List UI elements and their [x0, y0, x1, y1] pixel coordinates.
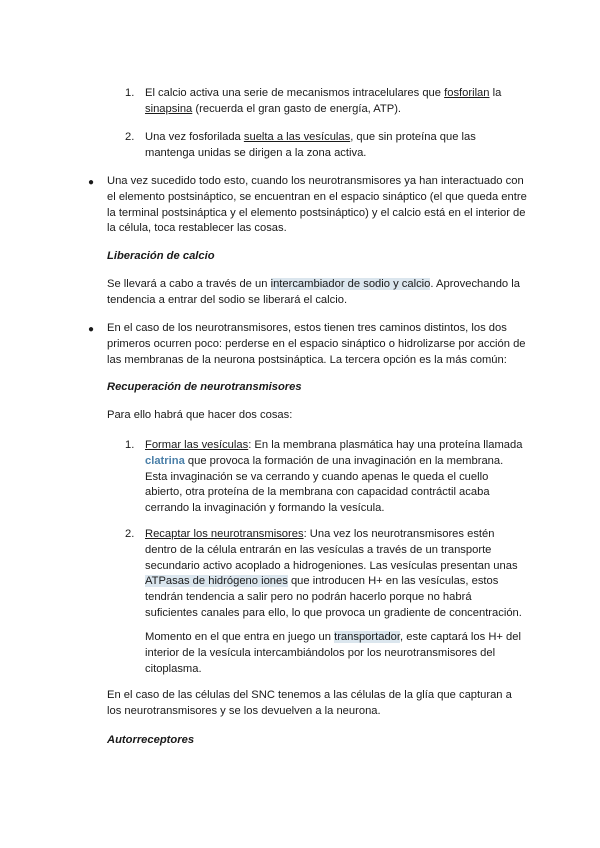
paragraph: Para ello habrá que hacer dos cosas:: [107, 409, 293, 421]
text-run: Se llevará a cabo a través de un: [107, 278, 271, 290]
list-number: 2.: [125, 528, 135, 540]
text-run: que introducen H+ en las vesículas, estos tendrán tendencia a salir pero no podrán hacerlo porque no habrá suficientes canales para ello, lo que provoca un gradiente de concentración.: [145, 575, 522, 619]
link-formar-vesiculas[interactable]: Formar las vesículas: [145, 439, 249, 451]
text-run: , que sin proteína que las mantenga unidas se dirigen a la zona activa.: [145, 131, 476, 159]
term-clatrina: clatrina: [145, 454, 185, 467]
text-run: la: [489, 87, 502, 99]
paragraph: [107, 277, 527, 309]
text-run: que provoca la formación de una invaginación en la membrana. Esta invaginación se va cerrando y cuando apenas le queda el cuello abierto, otra proteína de la membrana con capacidad contráctil acaba cerrando la invaginación y formando la vesícula.: [145, 454, 504, 515]
link-recaptar-neurotransmisores[interactable]: Recaptar los neurotransmisores: [145, 528, 304, 540]
highlight-text: ATPasas de hidrógeno iones: [145, 575, 288, 588]
list-item: [145, 438, 525, 517]
link-suelta-vesiculas[interactable]: suelta a las vesículas: [243, 131, 351, 143]
list-item-paragraph: [145, 630, 525, 677]
highlight-text: intercambiador de sodio y calcio: [270, 278, 431, 290]
bullet-paragraph: En el caso de los neurotransmisores, estos tienen tres caminos distintos, los dos primeros ocurren poco: perderse en el espacio sináptico o hidrolizarse por acción de las membranas de la neurona postsináptica. La tercera opción es la más común:: [107, 322, 526, 366]
text-run: El calcio activa una serie de mecanismos intracelulares que: [145, 87, 445, 99]
list-number: 2.: [125, 131, 135, 143]
bullet-paragraph: Una vez sucedido todo esto, cuando los neurotransmisores ya han interactuado con el elemento postsináptico, se encuentran en el espacio sináptico (el que queda entre la terminal postsináptica y el elemento postsináptico) y el calcio está en el interior de la célula, toca restablecer las cosas.: [107, 175, 527, 235]
list-number: 1.: [125, 439, 135, 451]
list-item: [145, 130, 525, 162]
section-heading: Liberación de calcio: [107, 250, 215, 262]
section-heading: Autorreceptores: [107, 734, 195, 746]
list-number: 1.: [125, 87, 135, 99]
section-heading: Recuperación de neurotransmisores: [107, 381, 302, 393]
paragraph: En el caso de las células del SNC tenemos a las células de la glía que capturan a los neurotransmisores y se los devuelven a la neurona.: [107, 689, 512, 717]
text-run: . Aprovechando la tendencia a entrar del sodio se liberará el calcio.: [107, 278, 520, 306]
text-run: : Una vez los neurotransmisores estén dentro de la célula entrarán en las vesículas a través de un transporte secundario activo acoplado a hidrogeniones. Las vesículas presentan unas: [145, 528, 518, 572]
link-fosforilan[interactable]: fosforilan: [444, 87, 490, 99]
text-run: Una vez fosforilada: [145, 131, 244, 143]
bullet-mark: ●: [88, 324, 95, 335]
text-run: , este captará los H+ del interior de la vesícula intercambiándolos por los neurotransmisores del citoplasma.: [145, 631, 521, 675]
text-run: (recuerda el gran gasto de energía, ATP).: [192, 102, 402, 115]
link-sinapsina[interactable]: sinapsina: [145, 102, 193, 115]
list-item: [145, 527, 525, 622]
list-item: [145, 86, 525, 118]
text-run: Momento en el que entra en juego un: [145, 631, 335, 643]
text-run: : En la membrana plasmática hay una proteína llamada: [248, 439, 523, 451]
highlight-text: transportador: [334, 631, 401, 643]
bullet-mark: ●: [88, 177, 95, 188]
